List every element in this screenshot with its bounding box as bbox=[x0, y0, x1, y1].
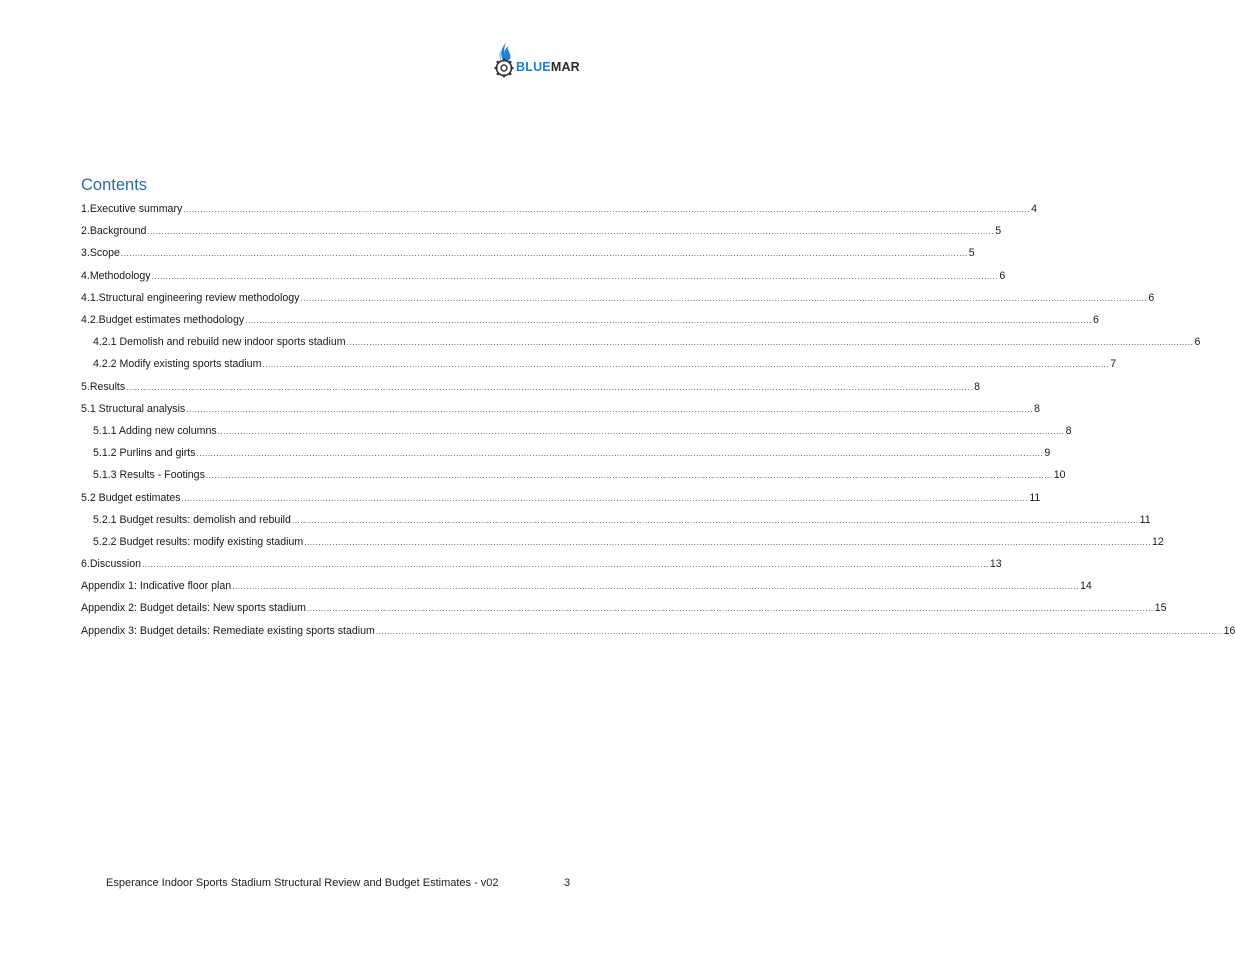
toc-dot-leader: ............................................................................................................................................................................................................................................................................................................ bbox=[183, 205, 1031, 215]
toc-entry[interactable] bbox=[81, 442, 1051, 464]
toc-dot-leader: ............................................................................................................................................................................................................................................................................................................ bbox=[291, 515, 1139, 525]
toc-entry-number: 4. bbox=[81, 269, 90, 282]
toc-entry-page-number: 8 bbox=[1034, 402, 1041, 415]
toc-entry[interactable] bbox=[81, 376, 980, 398]
toc-entry[interactable] bbox=[81, 620, 1235, 642]
toc-entry-page-number: 13 bbox=[989, 558, 1002, 571]
toc-entry[interactable] bbox=[81, 309, 1099, 331]
toc-entry-number: 5. bbox=[81, 380, 90, 393]
toc-dot-leader: ............................................................................................................................................................................................................................................................................................................ bbox=[346, 338, 1194, 348]
toc-dot-leader: ............................................................................................................................................................................................................................................................................................................ bbox=[205, 471, 1053, 481]
toc-entry-page-number: 15 bbox=[1154, 602, 1167, 615]
toc-entry-page-number: 9 bbox=[1044, 447, 1051, 460]
toc-entry[interactable] bbox=[81, 242, 975, 264]
toc-entry-title[interactable]: 5.1.2 Purlins and girts bbox=[93, 447, 196, 460]
toc-entry-page-number: 4 bbox=[1031, 203, 1038, 216]
toc-entry[interactable] bbox=[81, 331, 1201, 353]
toc-dot-leader: ............................................................................................................................................................................................................................................................................................................ bbox=[126, 382, 973, 392]
toc-dot-leader: ............................................................................................................................................................................................................................................................................................................ bbox=[232, 582, 1079, 592]
toc-entry-title[interactable]: 5.1.1 Adding new columns bbox=[93, 424, 217, 437]
toc-entry-number: 3. bbox=[81, 247, 90, 260]
toc-dot-leader: ............................................................................................................................................................................................................................................................................................................ bbox=[262, 360, 1110, 370]
toc-entry-title[interactable]: Methodology bbox=[89, 269, 151, 282]
toc-dot-leader: ............................................................................................................................................................................................................................................................................................................ bbox=[300, 293, 1148, 303]
toc-dot-leader: ............................................................................................................................................................................................................................................................................................................ bbox=[151, 271, 999, 281]
toc-dot-leader: ............................................................................................................................................................................................................................................................................................................ bbox=[245, 316, 1092, 326]
toc-entry-page-number: 11 bbox=[1029, 491, 1041, 504]
toc-dot-leader: ............................................................................................................................................................................................................................................................................................................ bbox=[186, 404, 1034, 414]
toc-entry-page-number: 8 bbox=[974, 380, 980, 393]
toc-entry-page-number: 10 bbox=[1053, 469, 1066, 482]
toc-dot-leader: ............................................................................................................................................................................................................................................................................................................ bbox=[217, 426, 1065, 436]
toc-entry-number: 6. bbox=[81, 558, 90, 571]
toc-entry-page-number: 7 bbox=[1110, 358, 1117, 371]
toc-entry[interactable] bbox=[81, 353, 1117, 375]
toc-entry[interactable] bbox=[81, 486, 1041, 508]
toc-entry[interactable] bbox=[81, 420, 1072, 442]
toc-entry-page-number: 6 bbox=[1148, 291, 1155, 304]
toc-entry-title[interactable]: 4.2.1 Demolish and rebuild new indoor sports stadium bbox=[93, 336, 346, 349]
logo-flame-gear-icon bbox=[492, 40, 518, 80]
toc-dot-leader: ............................................................................................................................................................................................................................................................................................................ bbox=[306, 604, 1154, 614]
toc-entry[interactable] bbox=[81, 575, 1092, 597]
toc-dot-leader: ............................................................................................................................................................................................................................................................................................................ bbox=[181, 493, 1029, 503]
toc-dot-leader: ............................................................................................................................................................................................................................................................................................................ bbox=[120, 249, 968, 259]
logo-text-blue: BLUE bbox=[516, 60, 551, 74]
toc-entry[interactable] bbox=[81, 265, 1006, 287]
toc-entry-title[interactable]: Executive summary bbox=[89, 203, 183, 216]
toc-entry-title[interactable]: 5.2.1 Budget results: demolish and rebuild bbox=[93, 513, 291, 526]
toc-entry[interactable] bbox=[81, 464, 1066, 486]
toc-entry-page-number: 16 bbox=[1223, 624, 1235, 637]
toc-entry-title[interactable]: 5.2 Budget estimates bbox=[81, 491, 181, 504]
toc-entry-page-number: 12 bbox=[1152, 535, 1164, 548]
toc-entry-page-number: 6 bbox=[1194, 336, 1201, 349]
footer-document-title: Esperance Indoor Sports Stadium Structural Review and Budget Estimates - v02 bbox=[106, 877, 499, 889]
toc-entry-page-number: 11 bbox=[1139, 513, 1151, 526]
toc-entry[interactable] bbox=[81, 553, 1002, 575]
toc-entry-title[interactable]: 5.2.2 Budget results: modify existing stadium bbox=[93, 535, 304, 548]
toc-entry[interactable] bbox=[81, 509, 1151, 531]
toc-entry-title[interactable]: Discussion bbox=[89, 558, 142, 571]
toc-entry-title[interactable]: Structural engineering review methodology bbox=[98, 291, 300, 304]
toc-entry[interactable] bbox=[81, 597, 1167, 619]
table-of-contents bbox=[81, 198, 1235, 642]
toc-entry-title[interactable]: 5.1 Structural analysis bbox=[81, 402, 186, 415]
toc-entry-title[interactable]: Results bbox=[89, 380, 126, 393]
toc-entry[interactable] bbox=[81, 198, 1038, 220]
toc-entry-page-number: 8 bbox=[1065, 424, 1072, 437]
toc-entry-title[interactable]: 5.1.3 Results - Footings bbox=[93, 469, 205, 482]
toc-entry-title[interactable]: 4.2.2 Modify existing sports stadium bbox=[93, 358, 262, 371]
toc-entry-title[interactable]: Budget estimates methodology bbox=[98, 314, 245, 327]
toc-entry-number: 4.2. bbox=[81, 314, 99, 327]
toc-dot-leader: ............................................................................................................................................................................................................................................................................................................ bbox=[196, 449, 1044, 459]
logo-text bbox=[516, 60, 580, 74]
toc-entry-title[interactable]: Appendix 1: Indicative floor plan bbox=[81, 580, 232, 593]
toc-entry-page-number: 5 bbox=[995, 225, 1002, 238]
toc-entry-number: 2. bbox=[81, 225, 90, 238]
bluemar-logo bbox=[492, 40, 592, 82]
toc-dot-leader: ............................................................................................................................................................................................................................................................................................................ bbox=[147, 227, 995, 237]
toc-dot-leader: ............................................................................................................................................................................................................................................................................................................ bbox=[375, 626, 1223, 636]
toc-entry-title[interactable]: Background bbox=[89, 225, 147, 238]
toc-entry[interactable] bbox=[81, 220, 1002, 242]
toc-entry-number: 4.1. bbox=[81, 291, 99, 304]
toc-entry[interactable] bbox=[81, 531, 1164, 553]
toc-entry-page-number: 6 bbox=[1093, 314, 1099, 327]
toc-entry-number: 1. bbox=[81, 203, 90, 216]
toc-entry-page-number: 14 bbox=[1079, 580, 1092, 593]
toc-entry[interactable] bbox=[81, 398, 1041, 420]
logo-text-dark: MAR bbox=[550, 60, 580, 74]
toc-entry-title[interactable]: Appendix 2: Budget details: New sports stadium bbox=[81, 602, 306, 615]
toc-entry-title[interactable]: Scope bbox=[89, 247, 120, 260]
toc-title: Contents bbox=[81, 176, 148, 194]
toc-dot-leader: ............................................................................................................................................................................................................................................................................................................ bbox=[142, 560, 989, 570]
toc-entry-title[interactable]: Appendix 3: Budget details: Remediate existing sports stadium bbox=[81, 624, 375, 637]
toc-entry[interactable] bbox=[81, 287, 1155, 309]
toc-entry-page-number: 5 bbox=[968, 247, 975, 260]
footer-page-number: 3 bbox=[564, 877, 571, 889]
toc-dot-leader: ............................................................................................................................................................................................................................................................................................................ bbox=[304, 537, 1152, 547]
toc-entry-page-number: 6 bbox=[999, 269, 1006, 282]
